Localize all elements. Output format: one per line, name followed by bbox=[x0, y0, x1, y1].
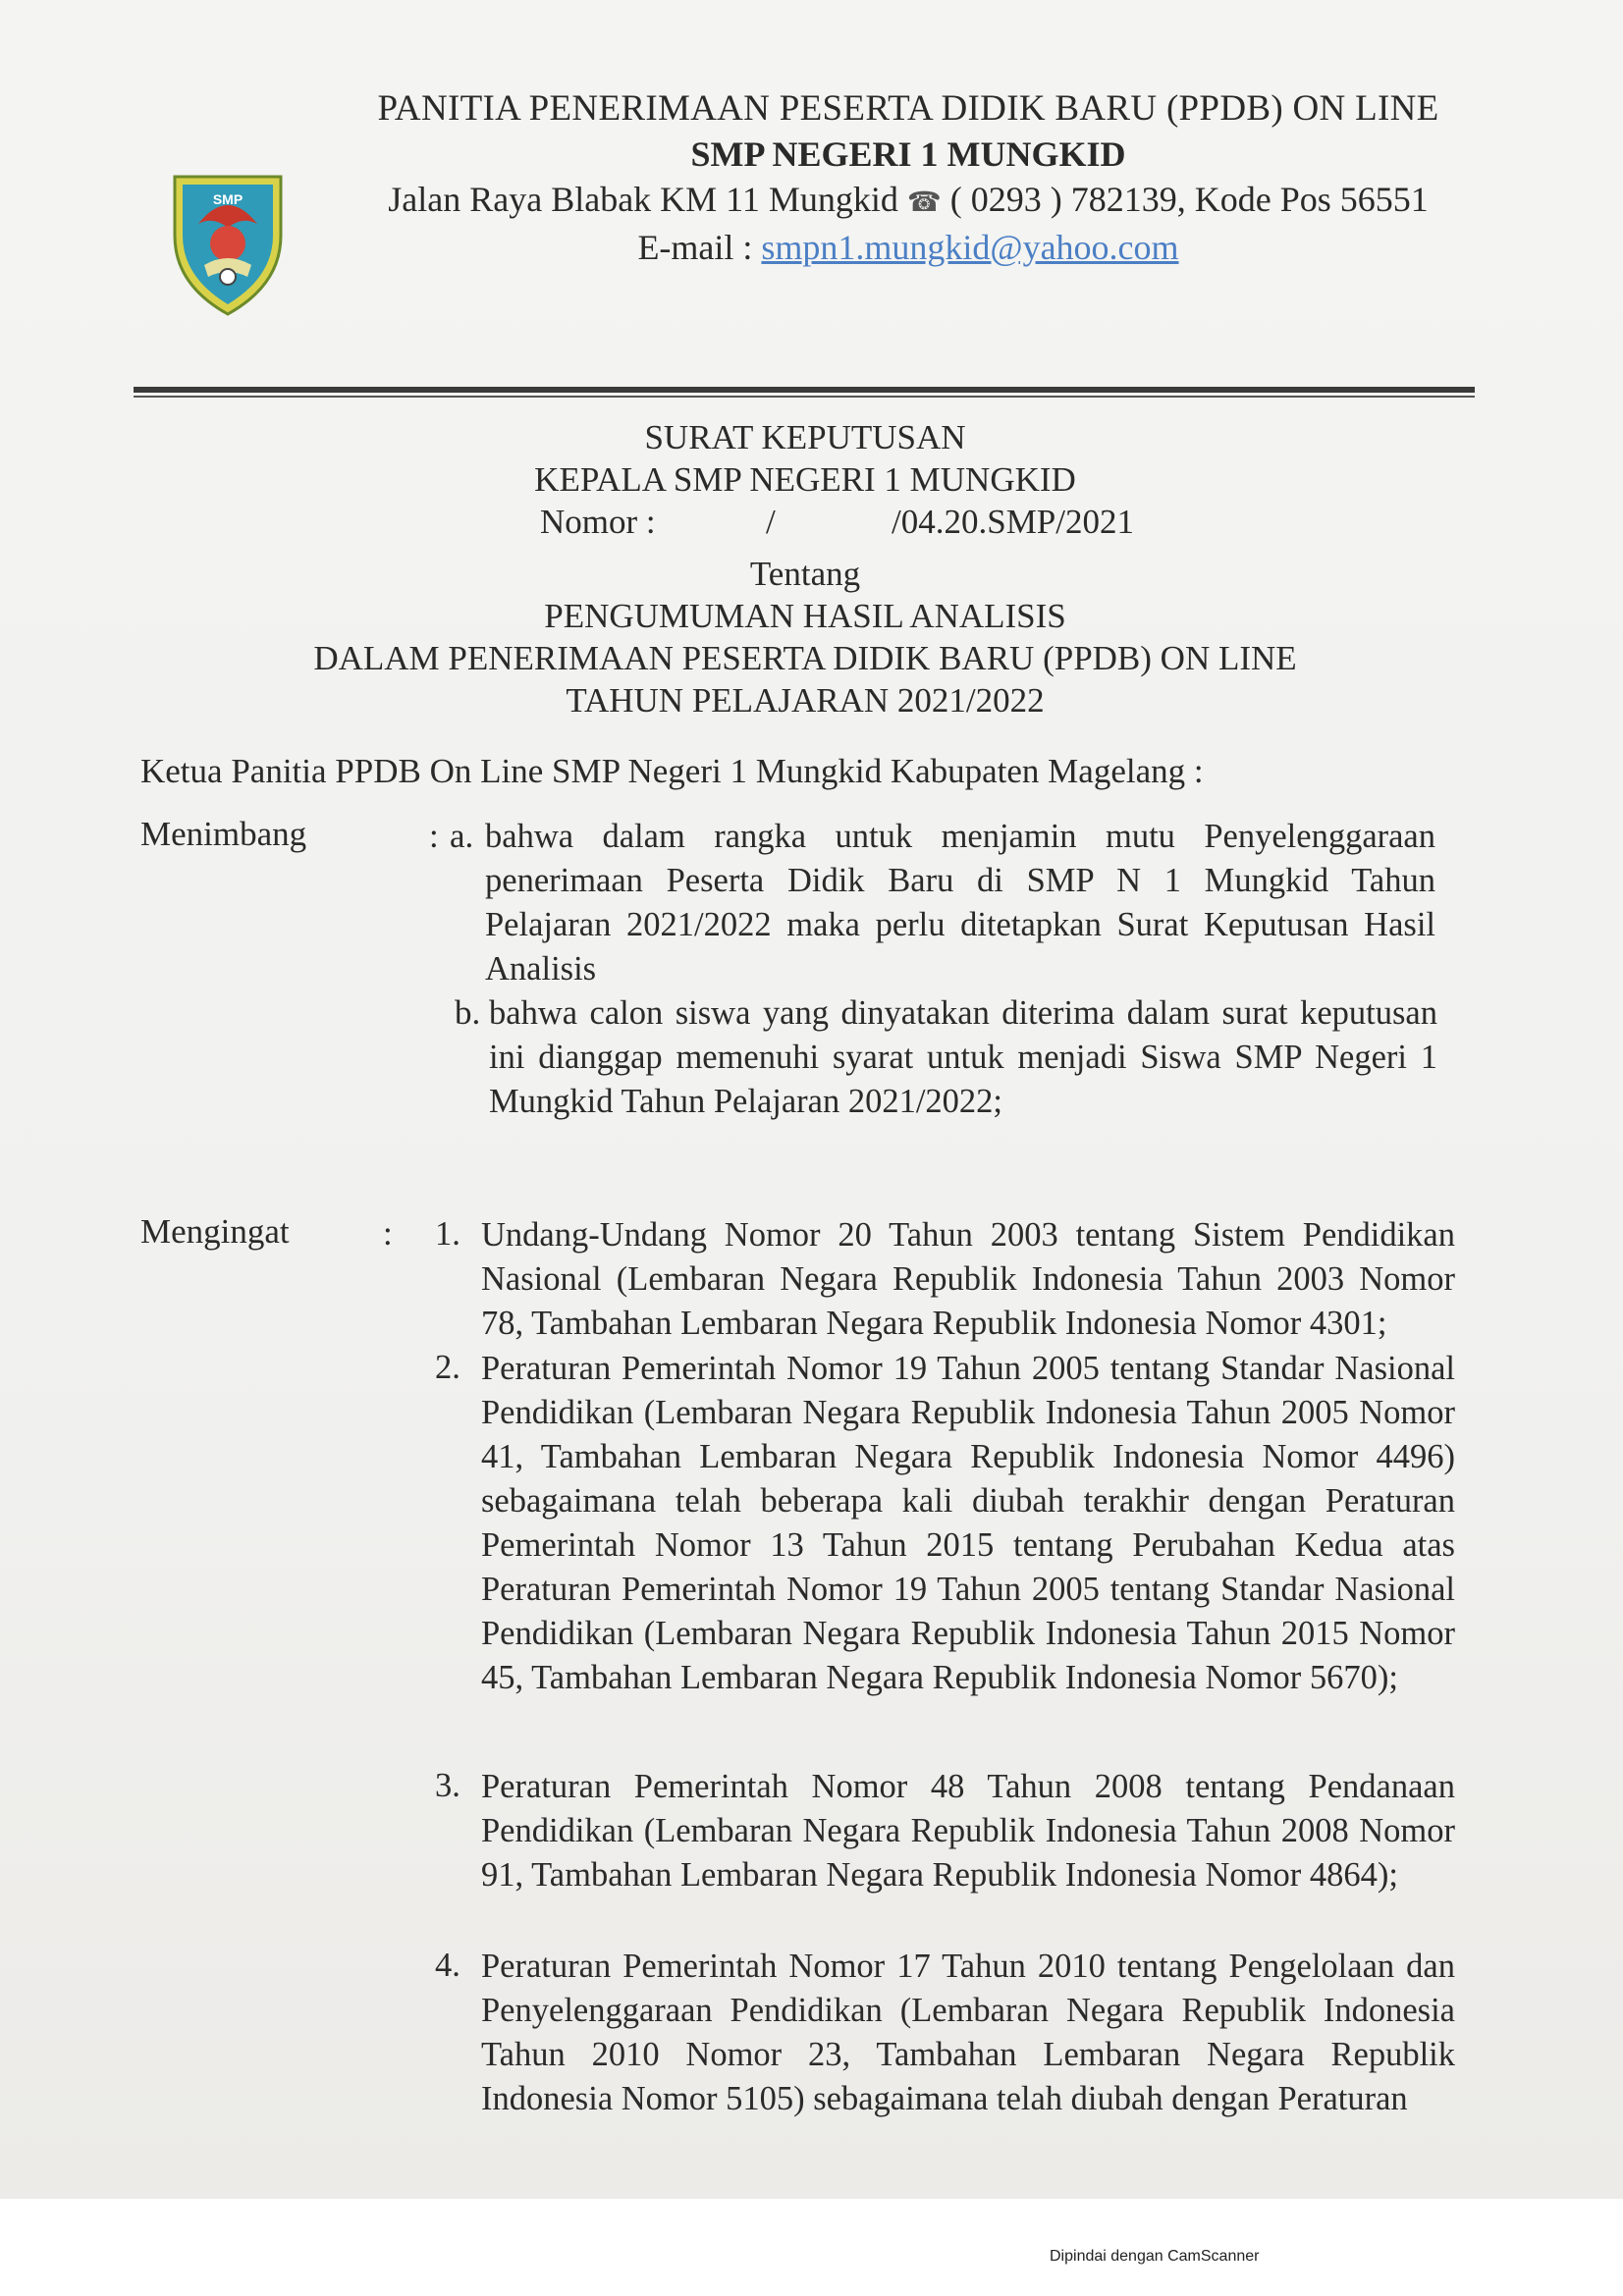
mengingat-number-1: 1. bbox=[435, 1215, 460, 1253]
mengingat-item-2: Peraturan Pemerintah Nomor 19 Tahun 2005 tentang Standar Nasional Pendidikan (Lembaran Negara Republik Indonesia Tahun 2005 Nomor 41, Tambahan Lembaran Negara Republik Indonesia Nomor 4496) sebagaimana telah beberapa kali diubah terakhir dengan Peraturan Pemerintah Nomor 13 Tahun 2015 tentang Perubahan Kedua atas Peraturan Pemerintah Nomor 19 Tahun 2005 tentang Standar Nasional Pendidikan (Lembaran Negara Republik Indonesia Tahun 2015 Nomor 45, Tambahan Lembaran Negara Republik Indonesia Nomor 5670); bbox=[481, 1350, 1455, 1696]
mengingat-item-3: Peraturan Pemerintah Nomor 48 Tahun 2008 tentang Pendanaan Pendidikan (Lembaran Negara Republik Indonesia Tahun 2008 Nomor 91, Tambahan Lembaran Negara Republik Indonesia Nomor 4864); bbox=[481, 1768, 1455, 1894]
school-logo bbox=[169, 167, 287, 320]
scan-footer bbox=[0, 2199, 1623, 2296]
school-name: SMP NEGERI 1 MUNGKID bbox=[690, 134, 1126, 174]
logo-text: SMP bbox=[212, 191, 243, 207]
email-line bbox=[334, 225, 1483, 270]
menimbang-item-b: bahwa calon siswa yang dinyatakan diterima dalam surat keputusan ini dianggap memenuhi syarat untuk menjadi Siswa SMP Negeri 1 Mungkid Tahun Pelajaran 2021/2022; bbox=[489, 994, 1437, 1120]
mengingat-number-4: 4. bbox=[435, 1947, 460, 1984]
menimbang-colon: : bbox=[429, 817, 439, 855]
menimbang-item-a: bahwa dalam rangka untuk menjamin mutu Penyelenggaraan penerimaan Peserta Didik Baru di SMP N 1 Mungkid Tahun Pelajaran 2021/2022 maka perlu ditetapkan Surat Keputusan Hasil Analisis bbox=[485, 818, 1435, 988]
nomor-code: /04.20.SMP/2021 bbox=[892, 503, 1134, 541]
mengingat-number-3: 3. bbox=[435, 1767, 460, 1804]
decree-number bbox=[511, 501, 1134, 543]
email-link[interactable]: smpn1.mungkid@yahoo.com bbox=[761, 228, 1179, 267]
telephone-icon: ☎ bbox=[906, 186, 942, 218]
opening-statement: Ketua Panitia PPDB On Line SMP Negeri 1 Mungkid Kabupaten Magelang : bbox=[140, 752, 1204, 790]
address-line bbox=[334, 177, 1483, 225]
title-tentang: Tentang bbox=[749, 555, 861, 593]
title-line-4: PENGUMUMAN HASIL ANALISIS bbox=[544, 597, 1066, 635]
menimbang-letter-b: b. bbox=[455, 993, 481, 1032]
decree-title bbox=[177, 416, 1434, 721]
title-line-5: DALAM PENERIMAAN PESERTA DIDIK BARU (PPDB) ON LINE bbox=[313, 639, 1297, 677]
committee-name: PANITIA PENERIMAAN PESERTA DIDIK BARU (PPDB) ON LINE bbox=[377, 88, 1439, 129]
scanner-watermark: Dipindai dengan CamScanner bbox=[1050, 2248, 1260, 2265]
menimbang-letter-a: a. bbox=[450, 817, 474, 855]
nomor-separator: / bbox=[766, 503, 776, 541]
address-text: Jalan Raya Blabak KM 11 Mungkid bbox=[388, 180, 898, 219]
mengingat-label: Mengingat bbox=[140, 1212, 290, 1251]
title-line-2: KEPALA SMP NEGERI 1 MUNGKID bbox=[534, 460, 1076, 499]
header-divider-thin bbox=[134, 396, 1475, 398]
title-line-1: SURAT KEPUTUSAN bbox=[644, 418, 966, 456]
phone-postal-text: ( 0293 ) 782139, Kode Pos 56551 bbox=[949, 180, 1429, 219]
menimbang-label: Menimbang bbox=[140, 815, 307, 853]
nomor-label: Nomor : bbox=[540, 503, 656, 541]
mengingat-colon: : bbox=[383, 1214, 393, 1253]
header-divider-thick bbox=[134, 387, 1475, 393]
title-line-6: TAHUN PELAJARAN 2021/2022 bbox=[566, 681, 1045, 720]
mengingat-item-1: Undang-Undang Nomor 20 Tahun 2003 tentang Sistem Pendidikan Nasional (Lembaran Negara Republik Indonesia Tahun 2003 Nomor 78, Tambahan Lembaran Negara Republik Indonesia Nomor 4301; bbox=[481, 1216, 1455, 1342]
mengingat-number-2: 2. bbox=[435, 1349, 460, 1386]
letterhead bbox=[334, 86, 1483, 270]
mengingat-item-4: Peraturan Pemerintah Nomor 17 Tahun 2010 tentang Pengelolaan dan Penyelenggaraan Pendidikan (Lembaran Negara Republik Indonesia Tahun 2010 Nomor 23, Tambahan Lembaran Negara Republik Indonesia Nomor 5105) sebagaimana telah diubah dengan Peraturan bbox=[481, 1948, 1455, 2117]
email-label: E-mail : bbox=[637, 228, 753, 267]
